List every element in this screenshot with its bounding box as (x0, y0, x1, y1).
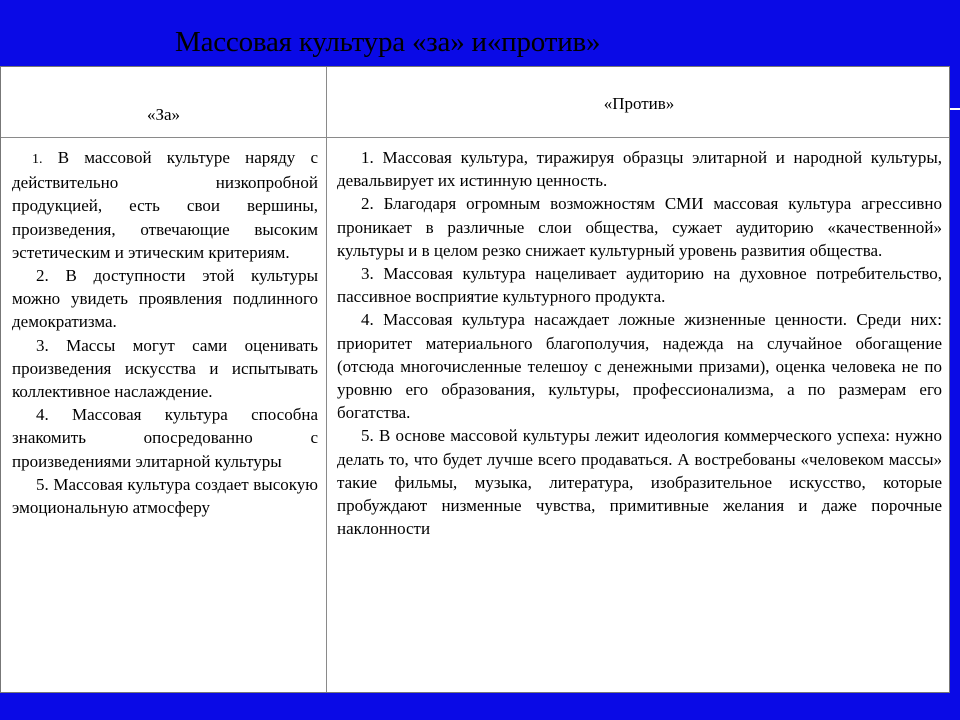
za-item-4: 4. Массовая культура способна знакомить опосредованно с произведениями элитарной культуры (12, 405, 318, 471)
za-column (12, 146, 318, 519)
za-item-3: 3. Массы могут сами оценивать произведения искусства и испытывать коллективное наслаждение. (12, 335, 318, 402)
za-item-5: 5. Массовая культура создает высокую эмоциональную атмосферу (12, 474, 318, 518)
table-edge-stub (950, 108, 960, 110)
protiv-item-4: 4. Массовая культура насаждает ложные жизненные ценности. Среди них: приоритет материального благополучия, надежда на случайное обогащение (отсюда многочисленные телешоу с денежными призами), оценка человека не по уровню его образования, культуры, профессионализма, а по размерам его богатства. (337, 310, 942, 423)
protiv-item-5: 5. В основе массовой культуры лежит идеология коммерческого успеха: нужно делать то, что будет лучше всего продаваться. А востребованы «человеком массы» такие фильмы, музыка, литература, изобразительное искусство, которые пробуждают низменные чувства, примитивные желания и даже порочные наклонности (337, 426, 942, 539)
za-item-1: 1. В массовой культуре наряду с действительно низкопробной продукцией, есть свои вершины, произведения, отвечающие высоким эстетическим и этическим критериям. (12, 148, 318, 262)
comparison-table (0, 66, 950, 693)
header-protiv: «Против» (603, 94, 675, 113)
header-divider (1, 137, 949, 138)
slide-title: Массовая культура «за» и«против» (175, 26, 601, 58)
za-item-2: 2. В доступности этой культуры можно увидеть проявления подлинного демократизма. (12, 266, 318, 332)
column-divider (326, 67, 327, 692)
protiv-item-2: 2. Благодаря огромным возможностям СМИ массовая культура агрессивно проникает в различные слои общества, сужает аудиторию «качественной» культуры и в целом резко снижает культурный уровень развития общества. (337, 194, 942, 260)
protiv-item-3: 3. Массовая культура нацеливает аудиторию на духовное потребительство, пассивное восприятие культурного продукта. (337, 264, 942, 307)
header-za: «За» (146, 105, 181, 124)
protiv-item-1: 1. Массовая культура, тиражируя образцы элитарной и народной культуры, девальвирует их истинную ценность. (337, 148, 942, 191)
protiv-column (337, 146, 942, 540)
